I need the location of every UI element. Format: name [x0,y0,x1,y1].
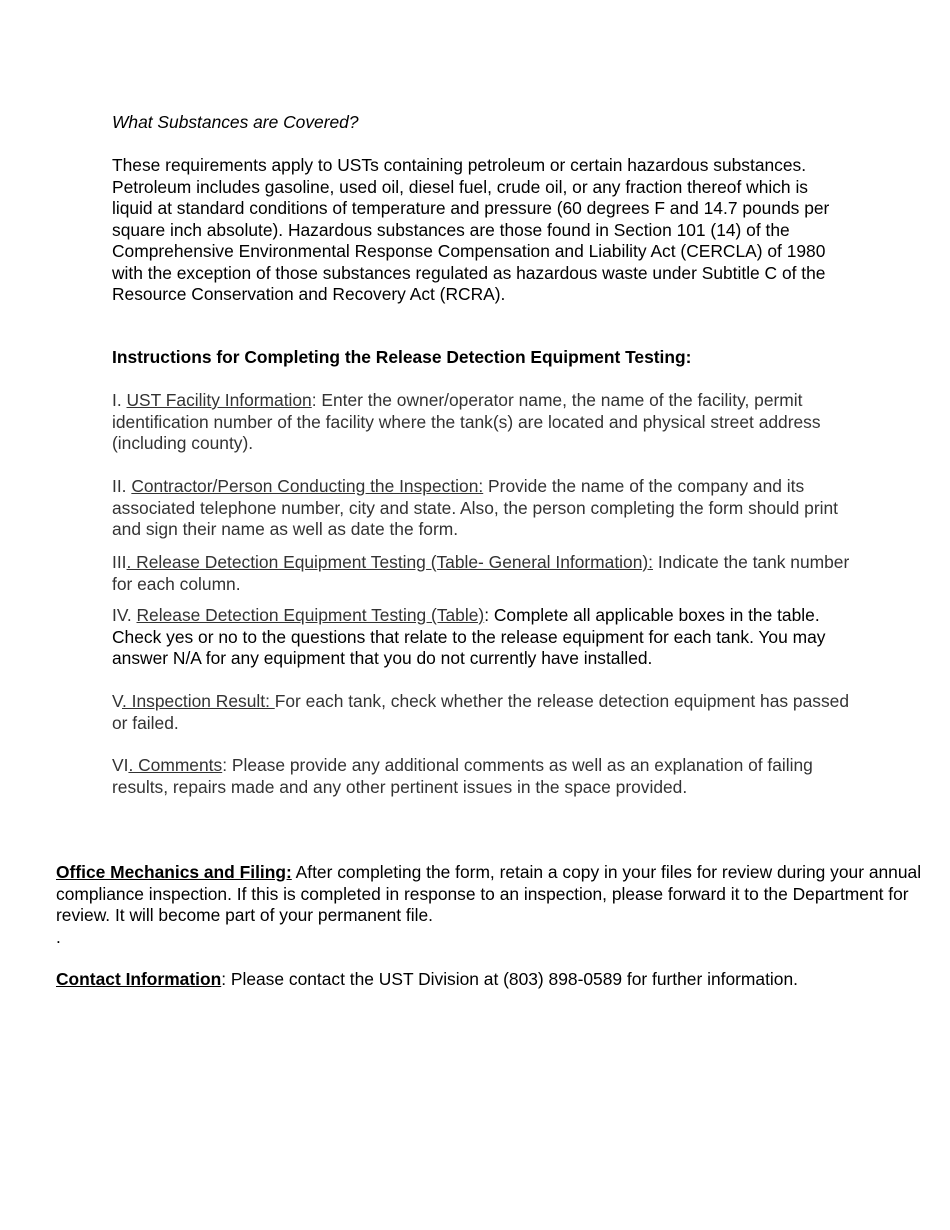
instruction-item-4 [112,605,842,670]
instruction-item-text: : Enter the owner/operator name, the name of the facility, permit identification number of the facility where the tank(s) are located and physical street address (including county). [112,390,821,453]
instruction-item-title: . Inspection Result: [122,691,275,711]
instruction-item-prefix: VI [112,755,129,775]
contact-paragraph [56,969,936,991]
instruction-item-prefix: IV. [112,605,137,625]
covered-body: These requirements apply to USTs containing petroleum or certain hazardous substances. Petroleum includes gasoline, used oil, diesel fuel, crude oil, or any fraction thereof which is liquid at standard conditions of temperature and pressure (60 degrees F and 14.7 pounds per square inch absolute). Hazardous substances are those found in Section 101 (14) of the Comprehensive Environmental Response Compensation and Liability Act (CERCLA) of 1980 with the exception of those substances regulated as hazardous waste under Subtitle C of the Resource Conservation and Recovery Act (RCRA). [112,155,830,304]
instruction-item-5 [112,691,852,734]
instruction-item-text: Indicate the tank number for each column. [112,552,850,594]
instruction-item-prefix: V [112,691,123,711]
instruction-item-prefix: II. [112,476,132,496]
office-mechanics-paragraph [56,862,931,927]
office-mechanics-dot: . [56,927,61,947]
instruction-item-title: Contractor/Person Conducting the Inspection: [131,476,484,496]
instruction-item-text: For each tank, check whether the release detection equipment has passed or failed. [112,691,849,733]
instruction-item-title: UST Facility Information [126,390,312,410]
instruction-item-title: . Comments [128,755,223,775]
office-mechanics-title: Office Mechanics and Filing: [56,862,292,882]
instruction-item-title: . Release Detection Equipment Testing (Table- General Information): [126,552,653,572]
instruction-item-prefix: I. [112,390,127,410]
contact-title: Contact Information [56,969,222,989]
instruction-item-6 [112,755,832,798]
instructions-heading: Instructions for Completing the Release Detection Equipment Testing: [112,347,692,367]
contact-text: : Please contact the UST Division at (803) 898-0589 for further information. [221,969,798,989]
instruction-item-2 [112,476,842,541]
office-mechanics-text: After completing the form, retain a copy in your files for review during your annual compliance inspection. If this is completed in response to an inspection, please forward it to the Department for review. It will become part of your permanent file. [56,862,922,925]
instruction-item-prefix: III [112,552,127,572]
covered-heading: What Substances are Covered? [112,112,359,132]
instruction-item-title: Release Detection Equipment Testing (Table) [136,605,485,625]
instruction-item-text: : Please provide any additional comments as well as an explanation of failing results, repairs made and any other pertinent issues in the space provided. [112,755,813,797]
instruction-item-1 [112,390,832,455]
instruction-item-text: : Complete all applicable boxes in the table. Check yes or no to the questions that relate to the release equipment for each tank. You may answer N/A for any equipment that you do not currently have installed. [112,605,826,668]
instruction-item-3 [112,552,852,595]
instruction-item-text: Provide the name of the company and its associated telephone number, city and state. Also, the person completing the form should print and sign their name as well as date the form. [112,476,839,539]
